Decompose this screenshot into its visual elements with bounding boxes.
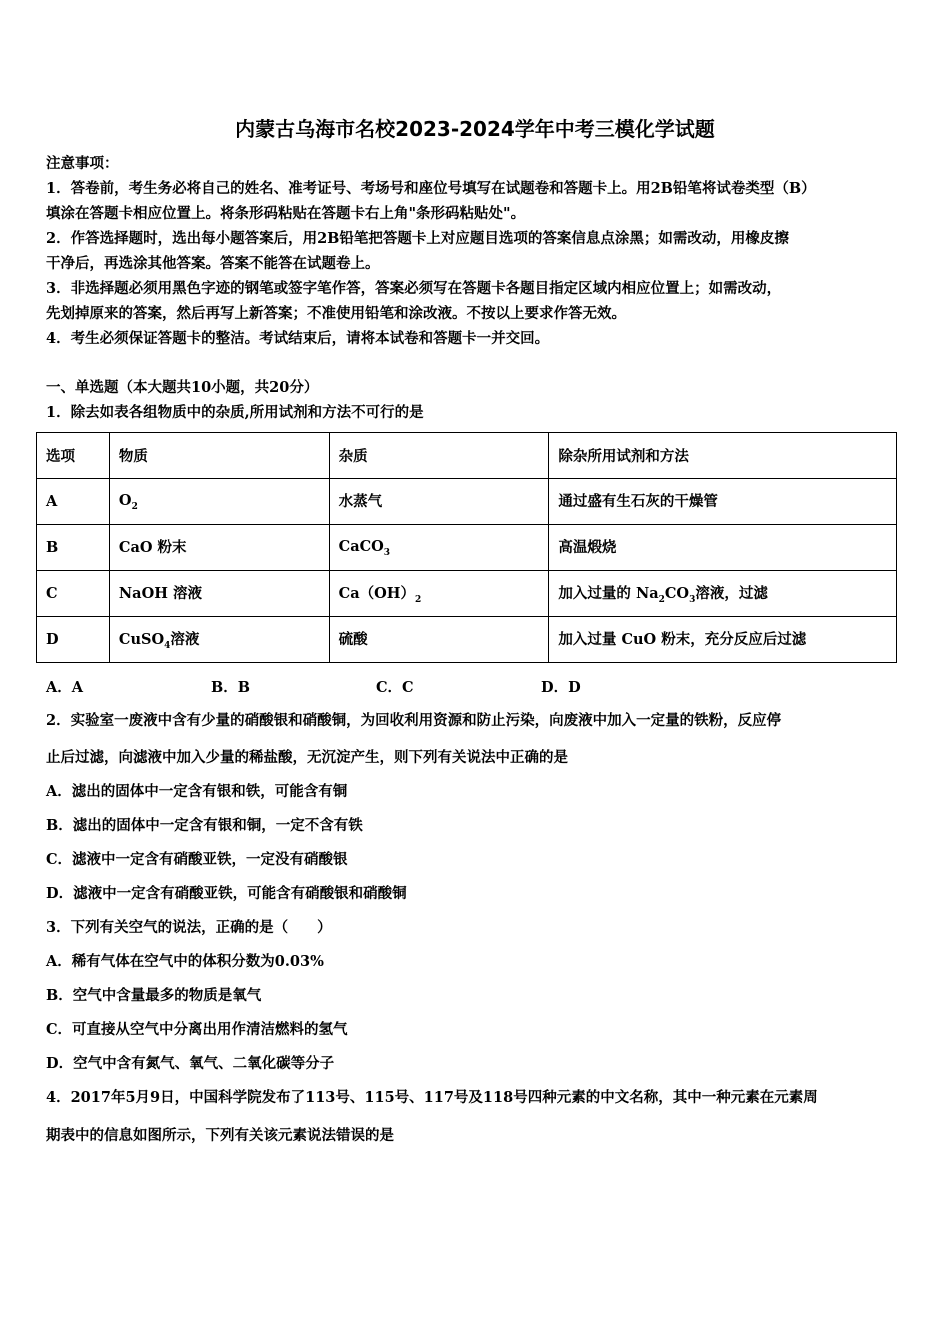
table-cell-method: 高温煅烧 <box>549 525 897 571</box>
notice-line: 4．考生必须保证答题卡的整洁。考试结束后，请将本试卷和答题卡一并交回。 <box>46 330 550 347</box>
question-3-option-a[interactable]: A．稀有气体在空气中的体积分数为0.03% <box>46 953 324 970</box>
notice-line: 1．答卷前，考生务必将自己的姓名、准考证号、考场号和座位号填写在试题卷和答题卡上。用2B铅笔将试卷类型（B） <box>46 180 816 197</box>
answer-option-a[interactable]: A．A <box>46 679 84 696</box>
question-4-stem-continued: 期表中的信息如图所示，下列有关该元素说法错误的是 <box>46 1127 394 1144</box>
question-1-table <box>36 432 897 663</box>
table-header-cell: 物质 <box>109 433 329 479</box>
question-2-option-b[interactable]: B．滤出的固体中一定含有银和铜，一定不含有铁 <box>46 817 363 834</box>
question-4-stem: 4．2017年5月9日，中国科学院发布了113号、115号、117号及118号四种元素的中文名称，其中一种元素在元素周 <box>46 1089 818 1106</box>
question-1-stem: 1．除去如表各组物质中的杂质,所用试剂和方法不可行的是 <box>46 404 424 421</box>
table-row <box>37 571 897 617</box>
table-cell-impurity: $Ca(OH)_2$ <box>329 571 549 617</box>
table-row <box>37 479 897 525</box>
page-title: 内蒙古乌海市名校2023-2024学年中考三模化学试题 <box>235 117 715 141</box>
table-cell-method: 加入过量的 $Na_2CO_3$溶液，过滤 <box>549 571 897 617</box>
question-2-option-a[interactable]: A．滤出的固体中一定含有银和铁，可能含有铜 <box>46 783 348 800</box>
question-3-option-d[interactable]: D．空气中含有氮气、氧气、二氧化碳等分子 <box>46 1055 335 1072</box>
answer-option-d[interactable]: D．D <box>541 679 581 696</box>
section-heading: 一、单选题（本大题共10小题，共20分） <box>46 379 319 396</box>
table-cell-substance: $O_2$ <box>109 479 329 525</box>
table-cell-substance: CaO 粉末 <box>109 525 329 571</box>
notice-line: 3．非选择题必须用黑色字迹的钢笔或签字笔作答，答案必须写在答题卡各题目指定区域内相应位置上；如需改动， <box>46 280 782 297</box>
table-header-cell: 除杂所用试剂和方法 <box>549 433 897 479</box>
answer-option-c[interactable]: C．C <box>376 679 414 696</box>
table-row <box>37 525 897 571</box>
question-1-answers <box>46 676 706 697</box>
question-3-option-c[interactable]: C．可直接从空气中分离出用作清洁燃料的氢气 <box>46 1021 348 1038</box>
notice-line: 先划掉原来的答案，然后再写上新答案；不准使用铅笔和涂改液。不按以上要求作答无效。 <box>46 305 626 322</box>
question-3-stem: 3．下列有关空气的说法，正确的是（ ） <box>46 919 332 936</box>
table-cell-option: B <box>37 525 110 571</box>
answer-option-b[interactable]: B．B <box>211 679 251 696</box>
table-header-cell: 杂质 <box>329 433 549 479</box>
table-cell-option: D <box>37 617 110 663</box>
notice-line: 干净后，再选涂其他答案。答案不能答在试题卷上。 <box>46 255 380 272</box>
table-header-row <box>37 433 897 479</box>
table-cell-substance: NaOH 溶液 <box>109 571 329 617</box>
question-3-option-b[interactable]: B．空气中含量最多的物质是氧气 <box>46 987 262 1004</box>
table-cell-method: 通过盛有生石灰的干燥管 <box>549 479 897 525</box>
notice-line: 填涂在答题卡相应位置上。将条形码粘贴在答题卡右上角"条形码粘贴处"。 <box>46 205 526 222</box>
table-row <box>37 617 897 663</box>
question-2-option-c[interactable]: C．滤液中一定含有硝酸亚铁，一定没有硝酸银 <box>46 851 348 868</box>
table-cell-impurity: CaCO$_3$ <box>329 525 549 571</box>
question-2-option-d[interactable]: D．滤液中一定含有硝酸亚铁，可能含有硝酸银和硝酸铜 <box>46 885 407 902</box>
question-2-stem-continued: 止后过滤，向滤液中加入少量的稀盐酸，无沉淀产生，则下列有关说法中正确的是 <box>46 749 568 766</box>
question-2-stem: 2．实验室一废液中含有少量的硝酸银和硝酸铜，为回收利用资源和防止污染，向废液中加入一定量的铁粉，反应停 <box>46 712 782 729</box>
table-cell-substance: CuSO$_4$溶液 <box>109 617 329 663</box>
table-header-cell: 选项 <box>37 433 110 479</box>
notice-line: 2．作答选择题时，选出每小题答案后，用2B铅笔把答题卡上对应题目选项的答案信息点涂黑；如需改动，用橡皮擦 <box>46 230 789 247</box>
table-cell-method: 加入过量 CuO 粉末，充分反应后过滤 <box>549 617 897 663</box>
table-cell-impurity: 硫酸 <box>329 617 549 663</box>
notice-heading: 注意事项： <box>46 155 119 172</box>
table-cell-option: C <box>37 571 110 617</box>
table-cell-impurity: 水蒸气 <box>329 479 549 525</box>
table-cell-option: A <box>37 479 110 525</box>
